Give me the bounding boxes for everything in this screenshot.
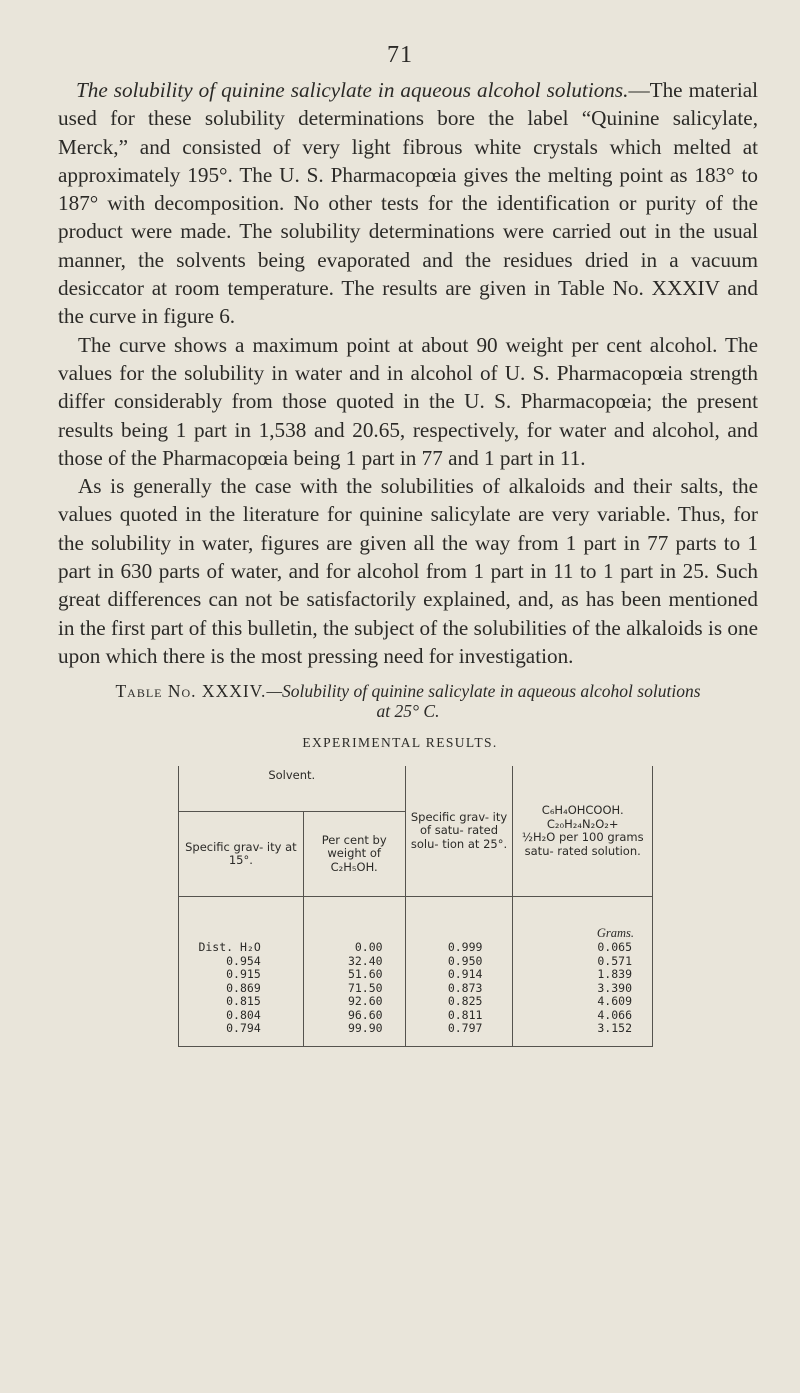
table-label: Table No. XXXIV. bbox=[115, 681, 267, 701]
cell-per-cent: 71.50 bbox=[303, 982, 405, 996]
table-row bbox=[179, 995, 653, 1009]
cell-per-cent: 51.60 bbox=[303, 968, 405, 982]
page-number: 71 bbox=[387, 42, 413, 68]
header-per-cent-alcohol: Per cent by weight of C₂H₅OH. bbox=[303, 812, 405, 897]
header-specific-gravity: Specific grav- ity at 15°. bbox=[179, 812, 304, 897]
header-formula-1: C₆H₄OHCOOH. bbox=[541, 803, 624, 817]
cell-specific-gravity: 0.815 bbox=[179, 995, 304, 1009]
paragraph-solubility-intro bbox=[58, 76, 758, 331]
cell-specific-gravity: 0.804 bbox=[179, 1009, 304, 1023]
cell-specific-gravity: 0.869 bbox=[179, 982, 304, 996]
cell-saturated-gravity: 0.914 bbox=[405, 968, 513, 982]
cell-grams: 3.152 bbox=[513, 1022, 653, 1046]
cell-grams: 4.609 bbox=[513, 995, 653, 1009]
cell-specific-gravity: Dist. H₂O bbox=[179, 941, 304, 955]
paragraph-1-text: —The material used for these solubility determinations bore the label “Quinine salicylate, Merck,” and consisted of very light fibrous white crystals which melted at approximately 195°. The U. S. Pharmacopœia gives the melting point as 183° to 187° with decomposition. No other tests for the identification or purity of the product were made. The solubility determinations were carried out in the usual manner, the solvents being evaporated and the residues dried in a vacuum desiccator at room temperature. The results are given in Table No. XXXIV and the curve in figure 6. bbox=[58, 78, 759, 329]
table-heading: EXPERIMENTAL RESULTS. bbox=[302, 735, 498, 750]
cell-per-cent: 96.60 bbox=[303, 1009, 405, 1023]
header-saturated-gravity-text: Specific grav- ity of satu- rated solu- tion at 25°. bbox=[410, 809, 508, 851]
header-formula-3: ½H₂O per 100 grams satu- rated solution. bbox=[521, 830, 644, 858]
cell-specific-gravity: 0.794 bbox=[179, 1022, 304, 1046]
header-grams-per-100 bbox=[513, 766, 653, 897]
cell-grams: 1.839 bbox=[513, 968, 653, 982]
table-row bbox=[179, 1022, 653, 1046]
table-row bbox=[179, 941, 653, 955]
paragraph-alkaloids: As is generally the case with the solubilities of alkaloids and their salts, the values quoted in the literature for quinine salicylate are very variable. Thus, for the solubility in water, figures are given all the way from 1 part in 77 parts to 1 part in 630 parts of water, and for alcohol from 1 part in 11 to 1 part in 25. Such great differences can not be satisfactorily explained, and, as has been mentioned in the first part of this bulletin, the subject of the solubilities of the alkaloids is one upon which there is the most pressing need for investigation. bbox=[58, 474, 758, 668]
body-text bbox=[58, 76, 758, 670]
cell-per-cent: 32.40 bbox=[303, 955, 405, 969]
units-grams: Grams. bbox=[513, 897, 653, 942]
cell-grams: 0.571 bbox=[513, 955, 653, 969]
cell-saturated-gravity: 0.950 bbox=[405, 955, 513, 969]
cell-grams: 3.390 bbox=[513, 982, 653, 996]
table-row bbox=[179, 1009, 653, 1023]
cell-per-cent: 99.90 bbox=[303, 1022, 405, 1046]
cell-specific-gravity: 0.915 bbox=[179, 968, 304, 982]
cell-saturated-gravity: 0.873 bbox=[405, 982, 513, 996]
units-row bbox=[179, 897, 653, 942]
header-formula-2: C₂₀H₂₄N₂O₂+ bbox=[546, 816, 619, 831]
header-saturated-gravity bbox=[405, 766, 513, 897]
table-row bbox=[179, 955, 653, 969]
table-row bbox=[179, 982, 653, 996]
paragraph-curve: The curve shows a maximum point at about 90 weight per cent alcohol. The values for the solubility in water and in alcohol of U. S. Pharmacopœia strength differ considerably from those quoted in the U. S. Pharmacopœia; the present results being 1 part in 1,538 and 20.65, respectively, for water and alcohol, and those of the Pharmacopœia being 1 part in 77 and 1 part in 11. bbox=[58, 332, 758, 470]
section-title: The solubility of quinine salicylate in aqueous alcohol solutions. bbox=[76, 78, 629, 102]
table-caption bbox=[58, 681, 758, 721]
solubility-table bbox=[178, 766, 653, 1047]
cell-per-cent: 92.60 bbox=[303, 995, 405, 1009]
table-row bbox=[179, 968, 653, 982]
cell-saturated-gravity: 0.999 bbox=[405, 941, 513, 955]
table-title: —Solubility of quinine salicylate in aqueous alcohol solutions bbox=[266, 681, 701, 701]
cell-grams: 4.066 bbox=[513, 1009, 653, 1023]
cell-saturated-gravity: 0.797 bbox=[405, 1022, 513, 1046]
cell-saturated-gravity: 0.825 bbox=[405, 995, 513, 1009]
header-solvent: Solvent. bbox=[179, 766, 406, 812]
cell-per-cent: 0.00 bbox=[303, 941, 405, 955]
table-title-line-2: at 25° C. bbox=[376, 701, 440, 721]
cell-grams: 0.065 bbox=[513, 941, 653, 955]
cell-specific-gravity: 0.954 bbox=[179, 955, 304, 969]
cell-saturated-gravity: 0.811 bbox=[405, 1009, 513, 1023]
